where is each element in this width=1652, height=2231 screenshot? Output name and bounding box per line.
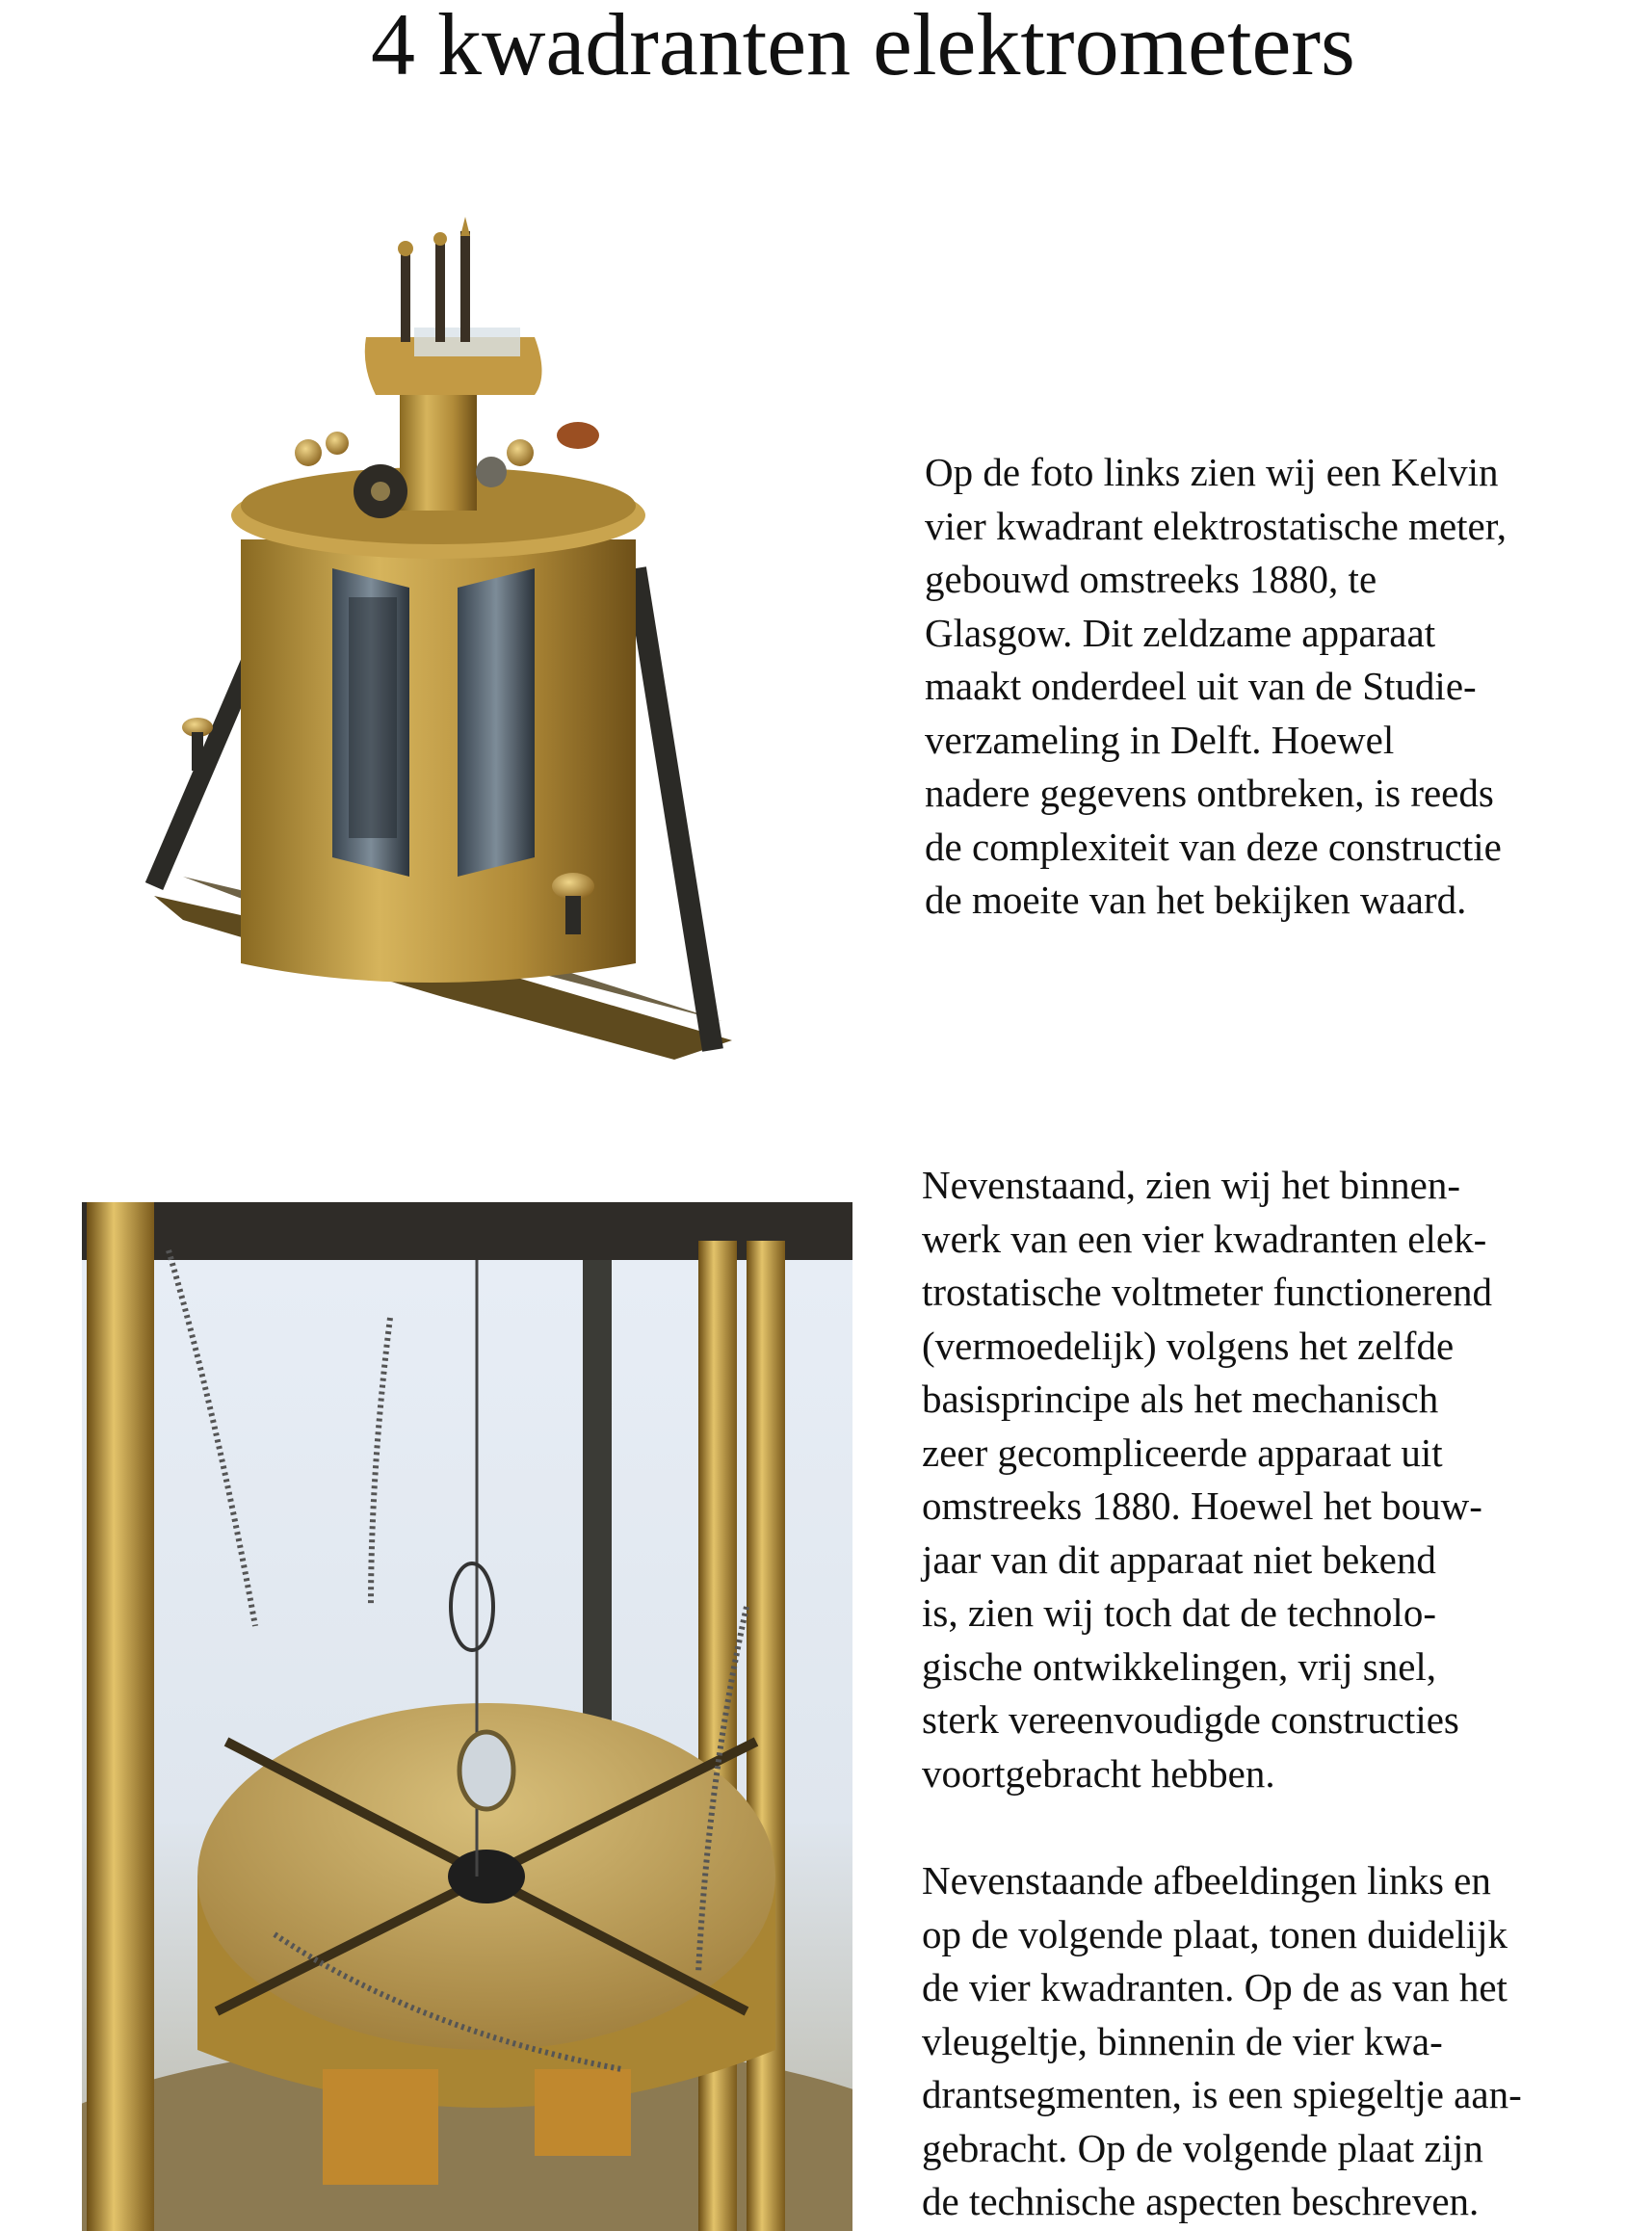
text-line: de technische aspecten beschreven.: [922, 2179, 1480, 2223]
text-line: vier kwadrant elektrostatische meter,: [925, 503, 1507, 548]
paragraph-3: [922, 1854, 1522, 2229]
text-line: sterk vereenvoudigde constructies: [922, 1697, 1459, 1742]
text-line: basisprincipe als het mechanisch: [922, 1377, 1439, 1421]
text-line: drantsegmenten, is een spiegeltje aan-: [922, 2072, 1522, 2116]
text-line: nadere gegevens ontbreken, is reeds: [925, 771, 1494, 815]
text-line: Glasgow. Dit zeldzame apparaat: [925, 610, 1436, 655]
text-line: de moeite van het bekijken waard.: [925, 878, 1467, 922]
text-line: verzameling in Delft. Hoewel: [925, 717, 1395, 762]
text-line: werk van een vier kwadranten elek-: [922, 1216, 1487, 1261]
text-line: vleugeltje, binnenin de vier kwa-: [922, 2018, 1443, 2063]
text-line: zeer gecompliceerde apparaat uit: [922, 1430, 1443, 1475]
text-line: Nevenstaand, zien wij het binnen-: [922, 1163, 1461, 1207]
page-title: 4 kwadranten elektrometers: [371, 0, 1355, 93]
text-line: is, zien wij toch dat de technolo-: [922, 1590, 1436, 1635]
paragraph-2: [922, 1159, 1492, 1800]
text-line: Op de foto links zien wij een Kelvin: [925, 450, 1499, 494]
text-line: voortgebracht hebben.: [922, 1750, 1275, 1796]
text-line: jaar van dit apparaat niet bekend: [922, 1536, 1436, 1582]
paragraph-1: [925, 446, 1507, 928]
text-line: de vier kwadranten. Op de as van het: [922, 1965, 1508, 2009]
text-line: gebouwd omstreeks 1880, te: [925, 557, 1377, 601]
text-line: trostatische voltmeter functionerend: [922, 1270, 1493, 1314]
text-line: (vermoedelijk) volgens het zelfde: [922, 1323, 1455, 1368]
text-line: op de volgende plaat, tonen duidelijk: [922, 1911, 1508, 1956]
text-line: gebracht. Op de volgende plaat zijn: [922, 2125, 1483, 2170]
text-line: gische ontwikkelingen, vrij snel,: [922, 1643, 1437, 1689]
quadrant-interior-photo: [82, 1202, 852, 2231]
text-line: de complexiteit van deze constructie: [925, 824, 1502, 869]
text-line: Nevenstaande afbeeldingen links en: [922, 1858, 1491, 1903]
kelvin-electrometer-photo: [96, 135, 790, 1185]
text-line: maakt onderdeel uit van de Studie-: [925, 664, 1477, 708]
text-line: omstreeks 1880. Hoewel het bouw-: [922, 1483, 1482, 1528]
